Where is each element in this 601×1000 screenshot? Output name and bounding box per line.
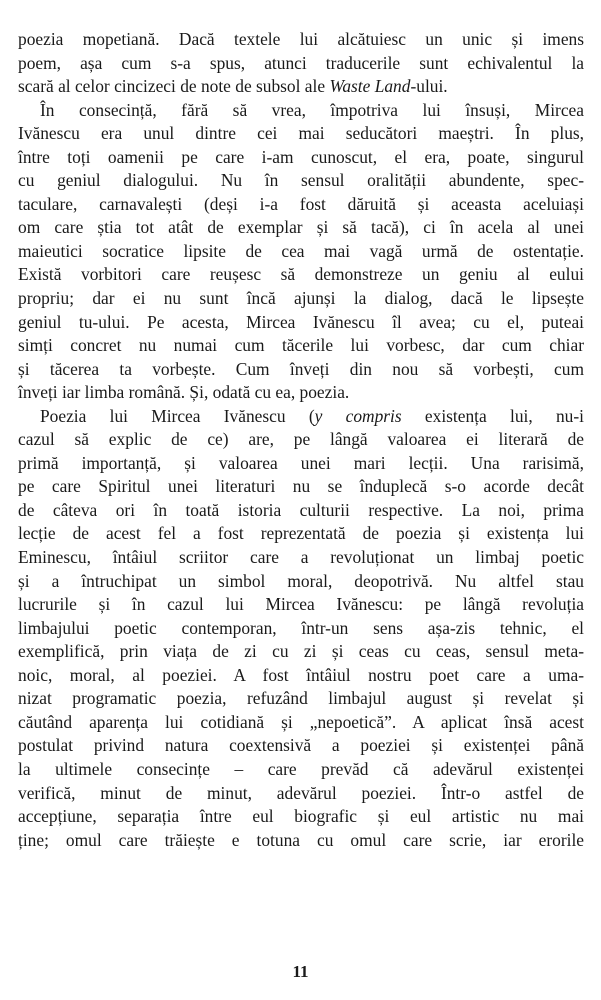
text-segment: propriu; dar ei nu sunt încă ajunși la dialog, dacă le lipsește [18,288,584,309]
paragraph [18,99,584,405]
text-line [18,428,584,452]
text-segment: simți concret nu numai cum tăcerile lui vorbesc, dar cum chiar [18,335,584,356]
text-line [18,122,584,146]
text-line [18,99,584,123]
text-segment: ține; omul care trăiește e totuna cu omul care scrie, iar erorile [18,829,584,850]
paragraph [18,405,584,852]
text-line [18,546,584,570]
text-line [18,782,584,806]
text-segment: existența lui, nu-i [401,405,584,426]
text-line [18,240,584,264]
text-line [18,452,584,476]
text-line [18,216,584,240]
text-line [18,358,584,382]
text-line [18,146,584,170]
text-segment: om care știa tot atât de exemplar și să tacă), ci în acela al unei [18,217,584,238]
page-number: 11 [292,962,309,981]
text-line [18,617,584,641]
text-segment: accepțiune, separația între eul biografic și eul artistic nu mai [18,806,584,827]
text-segment: Eminescu, întâiul scriitor care a revoluționat un limbaj poetic [18,547,584,568]
text-line [18,829,584,853]
text-segment: între toți oamenii pe care i-am cunoscut, el era, poate, singurul [18,146,584,167]
text-line [18,711,584,735]
italic-text: Waste Land [329,76,411,97]
text-segment: înveți iar limba română. Și, odată cu ea, poezia. [18,382,350,403]
text-line [18,522,584,546]
text-line [18,381,584,405]
text-segment: căutând aparența lui cotidiană și „nepoetică”. A aplicat însă acest [18,711,584,732]
text-line [18,287,584,311]
text-line [18,334,584,358]
text-line [18,734,584,758]
text-segment: cu geniul dialogului. Nu în sensul oralității abundente, spec- [18,170,584,191]
text-segment: și tăcerea ta vorbește. Cum înveți din nou să vorbești, cum [18,358,584,379]
text-line [18,664,584,688]
text-segment: pe care Spiritul unei literaturi nu se înduplecă s-o acorde decât [18,476,584,497]
text-segment: și a întruchipat un simbol moral, deopotrivă. Nu altfel stau [18,570,584,591]
text-line [18,758,584,782]
text-line [18,311,584,335]
text-line [18,687,584,711]
text-segment: maieutici socratice lipsite de cea mai vagă urmă de ostentație. [18,240,584,261]
text-segment: exemplifică, prin viața de zi cu zi și ceas cu ceas, sensul meta- [18,641,584,662]
text-segment: cazul să explic de ce) are, pe lângă valoarea ei literară de [18,429,584,450]
text-segment: primă importanță, și valoarea unei mari lecții. Una rarisimă, [18,452,584,473]
text-segment: lucrurile și în cazul lui Mircea Ivănescu: pe lângă revoluția [18,594,584,615]
text-segment: -ului. [410,76,448,97]
text-segment: Poezia lui Mircea Ivănescu ( [40,405,315,426]
text-segment: scară al celor cincizeci de note de subsol ale [18,76,330,97]
text-segment: geniul tu-ului. Pe acesta, Mircea Ivănescu îl avea; cu el, puteai [18,311,584,332]
text-segment: lecție de acest fel a fost reprezentată de poezia și existența lui [18,523,584,544]
text-segment: Ivănescu era unul dintre cei mai seducători maeștri. În plus, [18,123,584,144]
text-segment: de câteva ori în toată istoria culturii respective. La noi, prima [18,499,584,520]
text-segment: noic, moral, al poeziei. A fost întâiul nostru poet care a uma- [18,664,584,685]
italic-text: y compris [314,405,402,426]
text-line [18,593,584,617]
text-line [18,52,584,76]
text-line [18,570,584,594]
text-line [18,193,584,217]
text-segment: verifică, minut de minut, adevărul poeziei. Într-o astfel de [18,782,584,803]
text-line [18,263,584,287]
text-segment: poezia mopetiană. Dacă textele lui alcătuiesc un unic și imens [18,29,584,49]
text-line [18,805,584,829]
text-line [18,28,584,52]
text-line [18,640,584,664]
text-line [18,169,584,193]
text-segment: În consecință, fără să vrea, împotriva lui însuși, Mircea [40,99,584,120]
text-line [18,405,584,429]
text-segment: postulat privind natura coextensivă a poeziei și existenței până [18,735,584,756]
text-line [18,475,584,499]
text-segment: poem, așa cum s-a spus, atunci traducerile sunt echivalentul la [18,52,584,73]
text-segment: la ultimele consecințe – care prevăd că adevărul existenței [18,758,584,779]
text-segment: Există vorbitori care reușesc să demonstreze un geniu al eului [18,264,584,285]
text-segment: taculare, carnavalești (deși i-a fost dăruită și aceasta aceluiași [18,193,584,214]
paragraph [18,28,584,99]
text-line [18,499,584,523]
text-segment: limbajului poetic contemporan, într-un sens așa-zis tehnic, el [18,617,584,638]
text-line [18,75,584,99]
page-body [18,28,584,852]
text-segment: nizat programatic poezia, refuzând limbajul august și revelat și [18,688,584,709]
